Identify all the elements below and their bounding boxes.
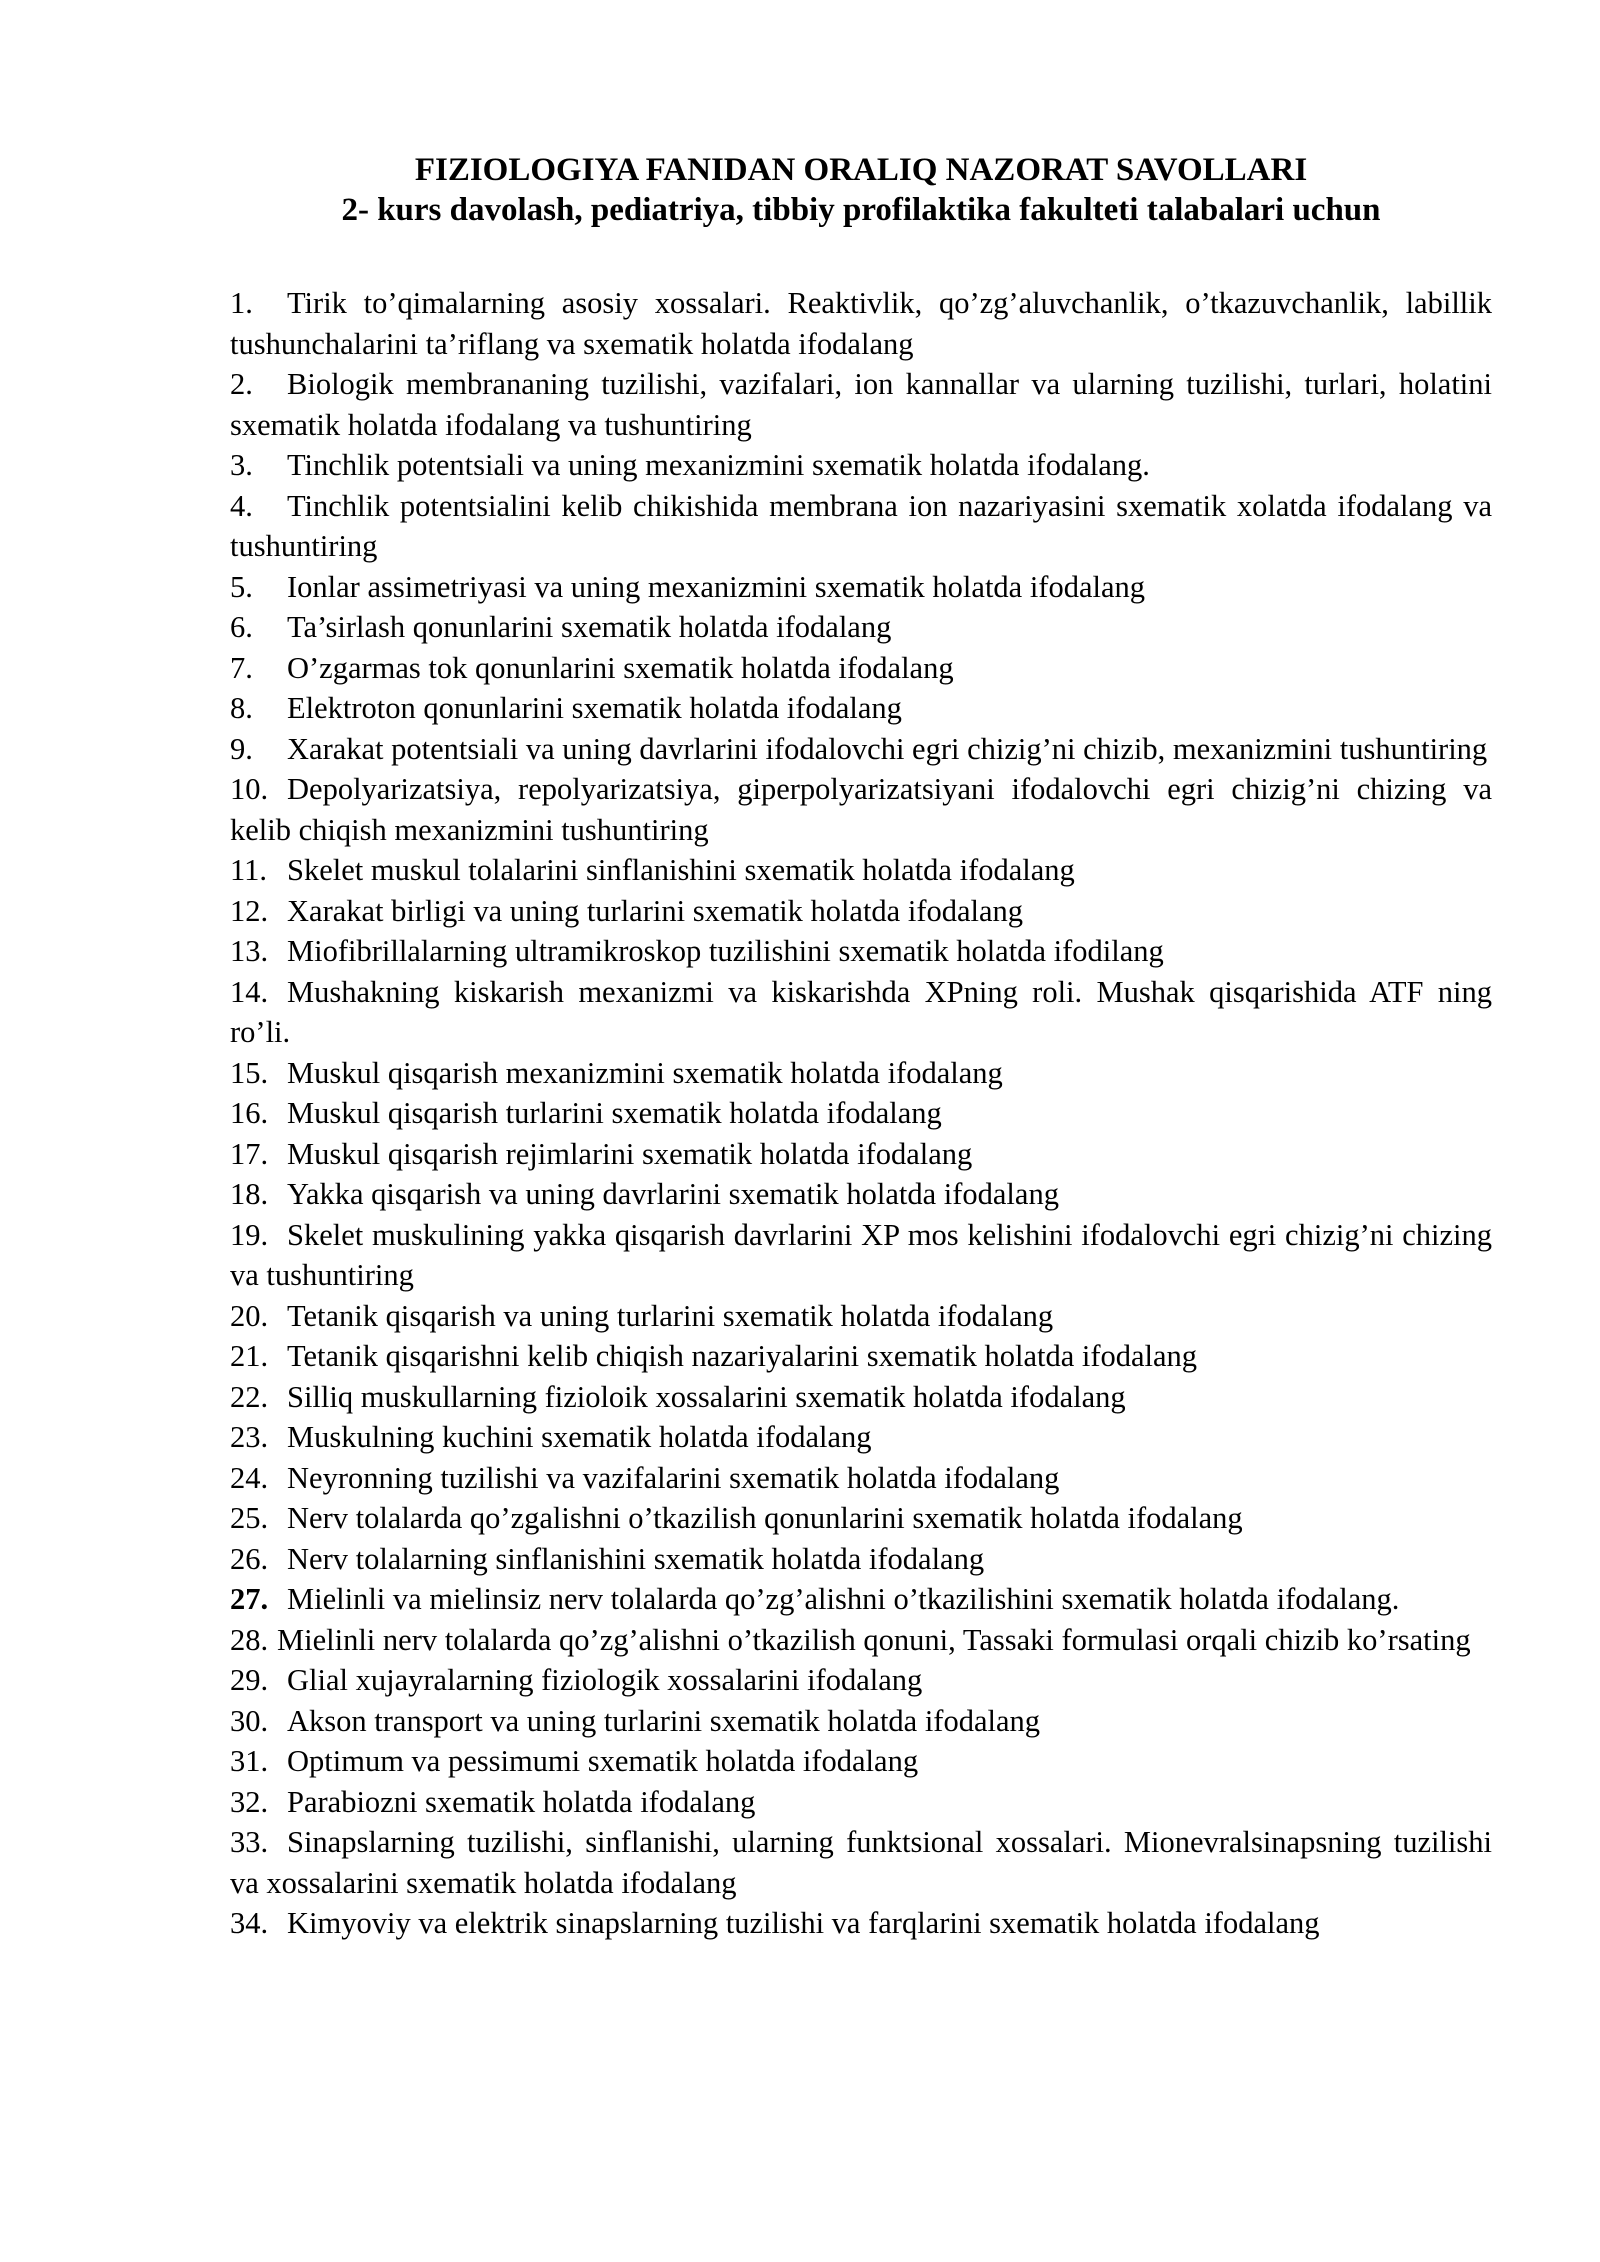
question-number: 19. — [230, 1217, 269, 1252]
question-text: Mielinli nerv tolalarda qo’zg’alishni o’tkazilish qonuni, Tassaki formulasi orqali chizib ko’rsating — [277, 1622, 1471, 1657]
question-number: 5. — [230, 569, 253, 604]
question-text: Silliq muskullarning fizioloik xossalarini sxematik holatda ifodalang — [287, 1379, 1126, 1414]
question-number: 28. — [230, 1622, 269, 1657]
question-number: 21. — [230, 1339, 269, 1373]
document-title: FIZIOLOGIYA FANIDAN ORALIQ NAZORAT SAVOLLARI — [414, 152, 1308, 188]
question-number: 17. — [230, 1136, 269, 1171]
question-item — [230, 1296, 1492, 1337]
question-number: 7. — [230, 650, 253, 685]
question-number: 31. — [230, 1744, 269, 1778]
question-item — [230, 1093, 1492, 1134]
question-text: Parabiozni sxematik holatda ifodalang — [287, 1784, 756, 1819]
document-subtitle: 2- kurs davolash, pediatriya, tibbiy profilaktika fakulteti talabalari uchun — [341, 192, 1381, 228]
question-number: 22. — [230, 1379, 269, 1414]
question-text: Muskul qisqarish rejimlarini sxematik holatda ifodalang — [287, 1136, 973, 1171]
question-item — [230, 1741, 1492, 1782]
question-text: Akson transport va uning turlarini sxematik holatda ifodalang — [287, 1703, 1041, 1738]
question-text: Tetanik qisqarishni kelib chiqish nazariyalarini sxematik holatda ifodalang — [287, 1339, 1198, 1373]
question-text: Depolyarizatsiya, repolyarizatsiya, giperpolyarizatsiyani ifodalovchi egri chizig’ni chizing va kelib chiqish mexanizmini tushuntiring — [230, 772, 1492, 847]
question-text: Kimyoviy va elektrik sinapslarning tuzilishi va farqlarini sxematik holatda ifodalang — [287, 1906, 1320, 1940]
question-item — [230, 1377, 1492, 1418]
question-text: Muskul qisqarish mexanizmini sxematik holatda ifodalang — [287, 1055, 1003, 1090]
question-number: 3. — [230, 448, 253, 482]
question-number: 30. — [230, 1703, 269, 1738]
question-number: 23. — [230, 1420, 269, 1454]
question-text: Tinchlik potentsialini kelib chikishida membrana ion nazariyasini sxematik xolatda ifodalang va tushuntiring — [230, 488, 1492, 563]
question-number: 10. — [230, 772, 269, 806]
question-item — [230, 486, 1492, 567]
question-text: Sinapslarning tuzilishi, sinflanishi, ularning funktsional xossalari. Mionevralsinapsning tuzilishi va xossalarini sxematik holatda ifodalang — [230, 1825, 1492, 1900]
question-item — [230, 931, 1492, 972]
question-text: Optimum va pessimumi sxematik holatda ifodalang — [287, 1744, 919, 1778]
question-item — [230, 648, 1492, 689]
question-text: Glial xujayralarning fiziologik xossalarini ifodalang — [287, 1663, 923, 1697]
question-item — [230, 1336, 1492, 1377]
question-number: 15. — [230, 1055, 269, 1090]
question-item — [230, 1903, 1492, 1944]
question-item — [230, 607, 1492, 648]
question-item — [230, 769, 1492, 850]
question-number: 12. — [230, 893, 269, 928]
question-text: Tetanik qisqarish va uning turlarini sxematik holatda ifodalang — [287, 1298, 1054, 1333]
question-item — [230, 729, 1492, 770]
question-text: Biologik membrananing tuzilishi, vazifalari, ion kannallar va ularning tuzilishi, turlari, holatini sxematik holatda ifodalang va tushuntiring — [230, 367, 1492, 442]
question-text: Yakka qisqarish va uning davrlarini sxematik holatda ifodalang — [287, 1177, 1059, 1211]
question-number: 13. — [230, 934, 269, 968]
question-text: Xarakat potentsiali va uning davrlarini ifodalovchi egri chizig’ni chizib, mexanizmini tushuntiring — [287, 731, 1488, 766]
document-header — [230, 150, 1492, 230]
question-text: Skelet muskul tolalarini sinflanishini sxematik holatda ifodalang — [287, 853, 1075, 887]
question-text: Ta’sirlash qonunlarini sxematik holatda ifodalang — [287, 610, 892, 644]
question-text: Muskul qisqarish turlarini sxematik holatda ifodalang — [287, 1096, 942, 1130]
question-text: Muskulning kuchini sxematik holatda ifodalang — [287, 1420, 872, 1454]
question-item — [230, 445, 1492, 486]
question-text: O’zgarmas tok qonunlarini sxematik holatda ifodalang — [287, 650, 954, 685]
question-number: 27. — [230, 1582, 269, 1616]
question-number: 33. — [230, 1825, 269, 1859]
question-text: Mielinli va mielinsiz nerv tolalarda qo’zg’alishni o’tkazilishini sxematik holatda ifodalang. — [287, 1582, 1400, 1616]
question-item — [230, 1053, 1492, 1094]
question-item — [230, 850, 1492, 891]
question-item — [230, 1417, 1492, 1458]
question-number: 1. — [230, 286, 253, 320]
question-text: Tinchlik potentsiali va uning mexanizmini sxematik holatda ifodalang. — [287, 448, 1150, 482]
question-number: 6. — [230, 610, 253, 644]
question-text: Elektroton qonunlarini sxematik holatda ifodalang — [287, 691, 902, 725]
question-number: 8. — [230, 691, 253, 725]
question-item — [230, 1539, 1492, 1580]
questions-list — [230, 283, 1492, 1944]
question-number: 26. — [230, 1541, 269, 1576]
question-text: Skelet muskulining yakka qisqarish davrlarini XP mos kelishini ifodalovchi egri chizig’ni chizing va tushuntiring — [230, 1217, 1492, 1292]
question-number: 29. — [230, 1663, 269, 1697]
question-item — [230, 364, 1492, 445]
question-text: Nerv tolalarda qo’zgalishni o’tkazilish qonunlarini sxematik holatda ifodalang — [287, 1501, 1243, 1535]
question-item — [230, 1458, 1492, 1499]
question-number: 18. — [230, 1177, 269, 1211]
question-text: Ionlar assimetriyasi va uning mexanizmini sxematik holatda ifodalang — [287, 569, 1146, 604]
question-number: 2. — [230, 367, 253, 401]
question-number: 34. — [230, 1906, 269, 1940]
question-item — [230, 891, 1492, 932]
question-text: Mushakning kiskarish mexanizmi va kiskarishda XPning roli. Mushak qisqarishida ATF ning ro’li. — [230, 974, 1492, 1049]
question-text: Miofibrillalarning ultramikroskop tuzilishini sxematik holatda ifodilang — [287, 934, 1164, 968]
question-item — [230, 283, 1492, 364]
question-item — [230, 1174, 1492, 1215]
question-item — [230, 1822, 1492, 1903]
question-item — [230, 1660, 1492, 1701]
question-text: Nerv tolalarning sinflanishini sxematik holatda ifodalang — [287, 1541, 985, 1576]
question-text: Xarakat birligi va uning turlarini sxematik holatda ifodalang — [287, 893, 1024, 928]
question-number: 11. — [230, 853, 267, 887]
question-item — [230, 1215, 1492, 1296]
question-number: 9. — [230, 731, 253, 766]
question-number: 16. — [230, 1096, 269, 1130]
question-item — [230, 1701, 1492, 1742]
question-number: 20. — [230, 1298, 269, 1333]
question-number: 25. — [230, 1501, 269, 1535]
question-item — [230, 688, 1492, 729]
question-item — [230, 567, 1492, 608]
question-item — [230, 1782, 1492, 1823]
question-text: Neyronning tuzilishi va vazifalarini sxematik holatda ifodalang — [287, 1460, 1060, 1495]
question-number: 4. — [230, 488, 253, 523]
question-item — [230, 1134, 1492, 1175]
question-number: 32. — [230, 1784, 269, 1819]
question-number: 14. — [230, 974, 269, 1009]
question-number: 24. — [230, 1460, 269, 1495]
question-item — [230, 1498, 1492, 1539]
question-text: Tirik to’qimalarning asosiy xossalari. Reaktivlik, qo’zg’aluvchanlik, o’tkazuvchanlik, labillik tushunchalarini ta’riflang va sxematik holatda ifodalang — [230, 286, 1492, 361]
question-item — [230, 1579, 1492, 1620]
question-item — [230, 1620, 1492, 1661]
question-item — [230, 972, 1492, 1053]
